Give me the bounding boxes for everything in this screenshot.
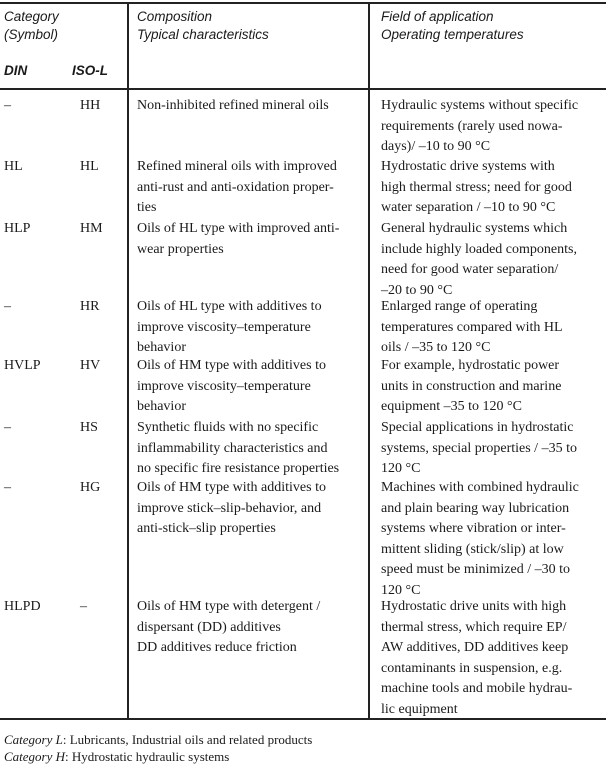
cell-iso: – (80, 599, 87, 614)
header-application (381, 8, 524, 44)
header-iso: ISO-L (72, 63, 108, 78)
cell-iso: HR (80, 299, 100, 314)
header-category (4, 8, 59, 44)
footnote-2-label: Category H (4, 749, 66, 764)
cell-composition: Non-inhibited refined mineral oils (137, 98, 329, 113)
cell-din: – (4, 98, 11, 113)
header-category-line1: Category (4, 9, 59, 24)
footnote-2 (4, 748, 229, 766)
cell-din: – (4, 299, 11, 314)
footnote-1 (4, 731, 312, 749)
cell-application: Hydrostatic drive systems with high thermal stress; need for good water separation / –10 to 90 °C (381, 159, 572, 216)
cell-iso: HV (80, 358, 101, 373)
body-divider-1 (127, 90, 129, 718)
cell-din: HLP (4, 221, 31, 236)
cell-composition: Oils of HL type with additives to improve viscosity–temperature behavior (137, 299, 322, 356)
header-category-line2: (Symbol) (4, 27, 59, 42)
cell-composition: Oils of HL type with improved anti- wear properties (137, 221, 340, 257)
header-composition (137, 8, 269, 44)
cell-iso: HH (80, 98, 101, 113)
header-rule (0, 88, 606, 90)
cell-din: – (4, 480, 11, 495)
cell-composition: Oils of HM type with additives to improve viscosity–temperature behavior (137, 358, 326, 415)
header-divider-1 (127, 3, 129, 88)
header-divider-2 (368, 3, 370, 88)
cell-application: General hydraulic systems which include highly loaded components, need for good water separation/ –20 to 90 °C (381, 221, 577, 298)
cell-din: – (4, 420, 11, 435)
cell-din: HL (4, 159, 23, 174)
header-composition-line2: Typical characteristics (137, 27, 269, 42)
cell-application: Hydraulic systems without specific requirements (rarely used nowa- days)/ –10 to 90 °C (381, 98, 579, 155)
footnote-2-text: : Hydrostatic hydraulic systems (65, 749, 230, 764)
footnote-1-text: : Lubricants, Industrial oils and related products (62, 732, 313, 747)
cell-composition: Oils of HM type with detergent / dispersant (DD) additives DD additives reduce friction (137, 599, 321, 656)
cell-application: Machines with combined hydraulic and plain bearing way lubrication systems where vibration or inter- mittent sliding (stick/slip) at low speed must be minimized / –30 to 120 °C (381, 480, 579, 598)
header-din: DIN (4, 63, 28, 78)
cell-application: Special applications in hydrostatic systems, special properties / –35 to 120 °C (381, 420, 577, 477)
top-rule (0, 2, 606, 4)
cell-din: HVLP (4, 358, 41, 373)
header-application-line1: Field of application (381, 9, 494, 24)
header-application-line2: Operating temperatures (381, 27, 524, 42)
cell-application: Enlarged range of operating temperatures compared with HL oils / –35 to 120 °C (381, 299, 563, 356)
cell-iso: HS (80, 420, 98, 435)
footnote-1-label: Category L (4, 732, 63, 747)
bottom-rule (0, 718, 606, 720)
cell-composition: Synthetic fluids with no specific inflammability characteristics and no specific fire resistance properties (137, 420, 340, 477)
cell-application: For example, hydrostatic power units in construction and marine equipment –35 to 120 °C (381, 358, 562, 415)
cell-composition: Refined mineral oils with improved anti-rust and anti-oxidation proper- ties (137, 159, 337, 216)
cell-iso: HM (80, 221, 103, 236)
cell-iso: HL (80, 159, 99, 174)
cell-application: Hydrostatic drive units with high thermal stress, which require EP/ AW additives, DD additives keep contaminants in suspension, e.g. machine tools and mobile hydrau- lic equipment (381, 599, 573, 717)
cell-iso: HG (80, 480, 101, 495)
body-divider-2 (368, 90, 370, 718)
header-composition-line1: Composition (137, 9, 213, 24)
cell-din: HLPD (4, 599, 41, 614)
cell-composition: Oils of HM type with additives to improve stick–slip-behavior, and anti-stick–slip properties (137, 480, 326, 537)
